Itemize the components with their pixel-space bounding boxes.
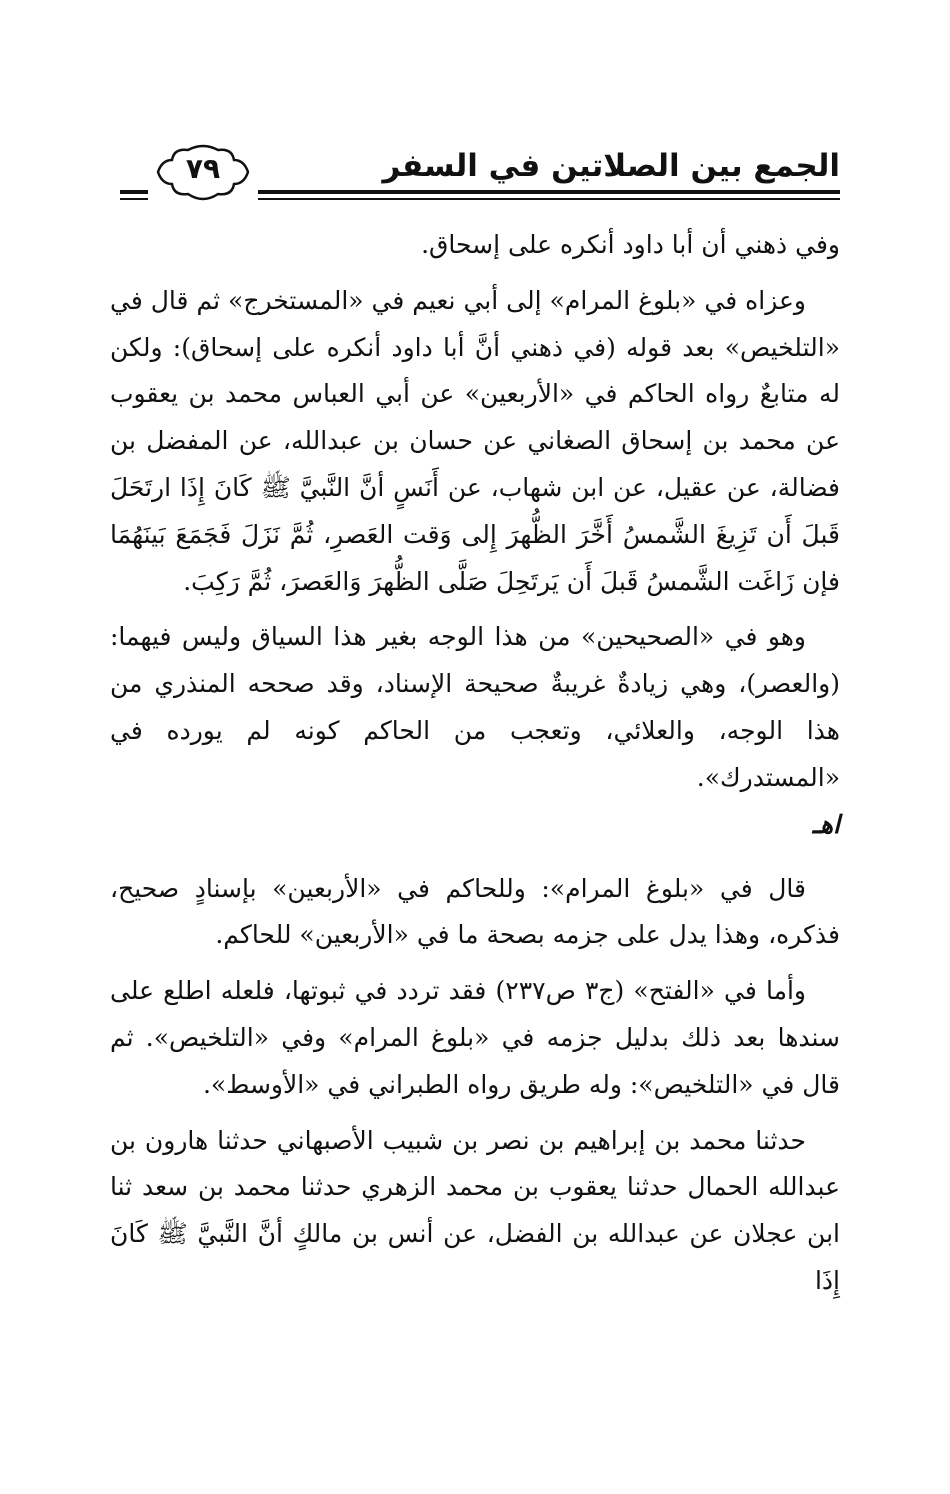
page-number: ٧٩	[185, 152, 221, 185]
paragraph: قال في «بلوغ المرام»: وللحاكم في «الأربعين» بإسنادٍ صحيح، فذكره، وهذا يدل على جزمه بصحة ما في «الأربعين» للحاكم.	[110, 873, 840, 950]
paragraph: وفي ذهني أن أبا داود أنكره على إسحاق.	[421, 230, 840, 259]
page-number-badge	[148, 140, 258, 212]
paragraph: وأما في «الفتح» (ج٣ ص٢٣٧) فقد تردد في ثبوتها، فلعله اطلع على سندها بعد ذلك بدليل جزمه في «بلوغ المرام» وفي «التلخيص». ثم قال في «التلخيص»: وله طريق رواه الطبراني في «الأوسط».	[110, 976, 840, 1099]
end-of-quote-mark: اهـ	[812, 809, 840, 839]
page-header	[120, 140, 840, 210]
page-body	[110, 222, 840, 1314]
paragraph: حدثنا محمد بن إبراهيم بن نصر بن شبيب الأصبهاني حدثنا هارون بن عبدالله الحمال حدثنا يعقوب بن محمد الزهري حدثنا محمد بن سعد ثنا ابن عجلان عن عبدالله بن الفضل، عن أنس بن مالكٍ أنَّ النَّبيَّ ﷺ كَانَ إِذَا	[110, 1125, 840, 1295]
paragraph: وعزاه في «بلوغ المرام» إلى أبي نعيم في «المستخرج» ثم قال في «التلخيص» بعد قوله (في ذهني أنَّ أبا داود أنكره على إسحاق): ولكن له متابعٌ رواه الحاكم في «الأربعين» عن أبي العباس محمد بن يعقوب عن محمد بن إسحاق الصغاني عن حسان بن عبدالله، عن المفضل بن فضالة، عن عقيل، عن ابن شهاب، عن أَنَسٍ أنَّ النَّبيَّ ﷺ كَانَ إِذَا ارتَحَلَ قَبلَ أَن تَزِيغَ الشَّمسُ أَخَّرَ الظُّهرَ إِلى وَقت العَصرِ، ثُمَّ نَزَلَ فَجَمَعَ بَينَهُمَا فإن زَاغَت الشَّمسُ قَبلَ أَن يَرتَحِلَ صَلَّى الظُّهرَ وَالعَصرَ، ثُمَّ رَكِبَ.	[110, 285, 840, 596]
running-title: الجمع بين الصلاتين في السفر	[382, 148, 840, 184]
paragraph: وهو في «الصحيحين» من هذا الوجه بغير هذا السياق وليس فيهما: (والعصر)، وهي زيادةٌ غريبةٌ صحيحة الإسناد، وقد صححه المنذري من هذا الوجه، والعلائي، وتعجب من الحاكم كونه لم يورده في «المستدرك».	[110, 622, 840, 792]
